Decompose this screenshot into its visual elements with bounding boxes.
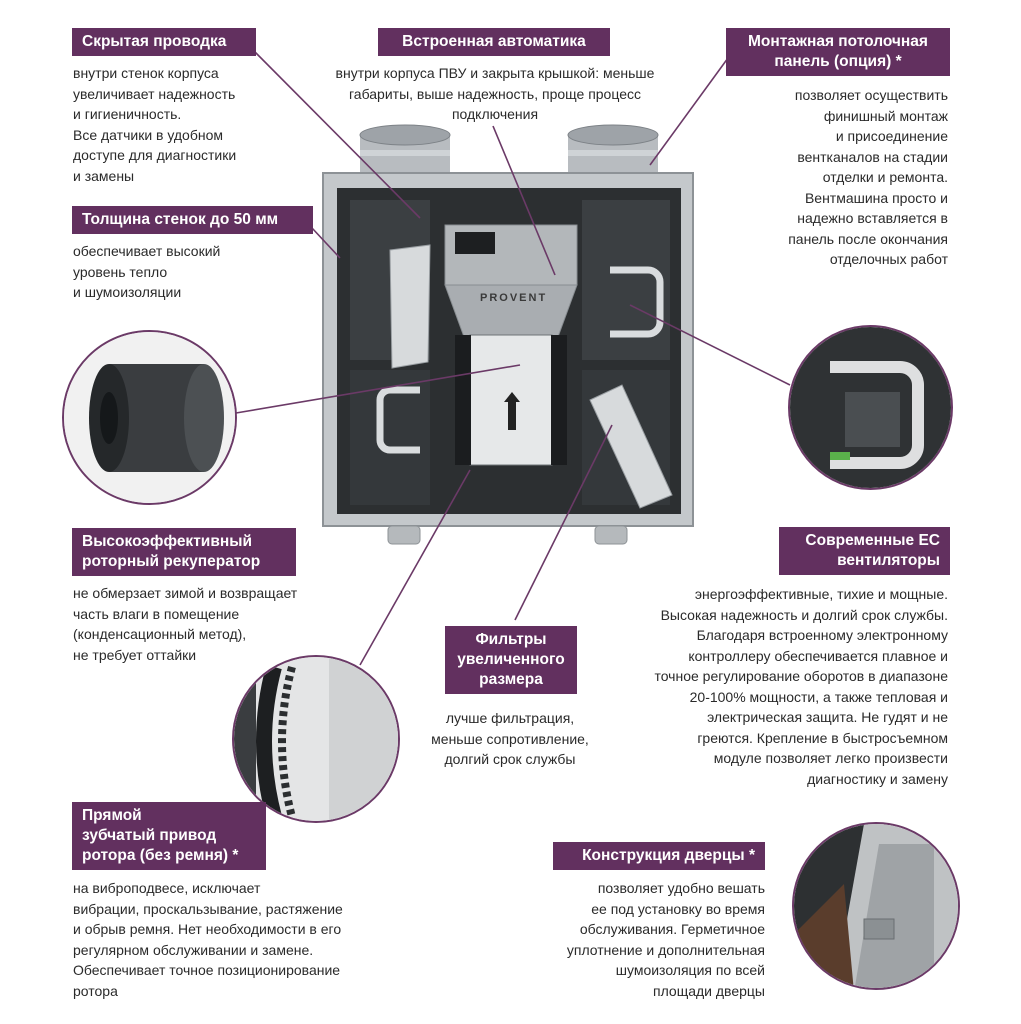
door-text: позволяет удобно вешать ее под установку во время обслуживания. Герметичное уплотнение и дополнительная шумоизоляция по всей площади дверцы: [566, 880, 765, 999]
rotor-recuperator-text: не обмерзает зимой и возвращает часть влаги в помещение (конденсационный метод), не требует оттайки: [73, 585, 298, 663]
automation-text: внутри корпуса ПВУ и закрыта крышкой: меньше габариты, выше надежность, проще процесс подключения: [335, 65, 655, 122]
ec-fans-text: энергоэффективные, тихие и мощные. Высокая надежность и долгий срок службы. Благодаря встроенному электронному контроллеру обеспечивается плавное и точное регулирование оборотов в диапазоне 20-100% мощности, а также тепловая и электрическая защита. Не гудят и не греются. Крепление в быстросъемном модуле позволяет легко произвести диагностику и замену: [654, 586, 948, 787]
hidden-wiring-title: Скрытая проводка: [72, 28, 256, 56]
filters-title: Фильтры увеличенного размера: [445, 626, 577, 694]
wall-thickness-text: обеспечивает высокий уровень тепло и шумоизоляции: [73, 243, 221, 300]
door-construction-photo: [792, 822, 960, 990]
ceiling-panel-title: Монтажная потолочная панель (опция) *: [726, 28, 950, 76]
gear-drive-photo: [232, 655, 400, 823]
ec-fans-title: Современные ЕС вентиляторы: [779, 527, 950, 575]
gear-drive-text: на виброподвесе, исключает вибрации, проскальзывание, растяжение и обрыв ремня. Нет необходимости в его регулярном обслуживании и замене. Обеспечивает точное позиционирование ротора: [73, 880, 343, 999]
ec-fan-photo: [788, 325, 953, 490]
insulation-roll-photo: [62, 330, 237, 505]
ceiling-panel-text: позволяет осуществить финишный монтаж и присоединение вентканалов на стадии отделки и ремонта. Вентмашина просто и надежно вставляется в панель после окончания отделочных работ: [788, 87, 948, 267]
brand-logo: PROVENT: [480, 292, 548, 304]
gear-drive-title: Прямой зубчатый привод ротора (без ремня) *: [72, 802, 266, 870]
automation-title: Встроенная автоматика: [378, 28, 610, 56]
filters-text: лучше фильтрация, меньше сопротивление, долгий срок службы: [431, 710, 589, 767]
filter-left: [390, 245, 430, 368]
wall-thickness-title: Толщина стенок до 50 мм: [72, 206, 313, 234]
door-title: Конструкция дверцы *: [553, 842, 765, 870]
hidden-wiring-text: внутри стенок корпуса увеличивает надежность и гигиеничность. Все датчики в удобном доступе для диагностики и замены: [73, 65, 237, 184]
duct-right: [568, 125, 658, 180]
duct-left: [360, 125, 450, 180]
rotor-recuperator-title: Высокоэффективный роторный рекуператор: [72, 528, 296, 576]
